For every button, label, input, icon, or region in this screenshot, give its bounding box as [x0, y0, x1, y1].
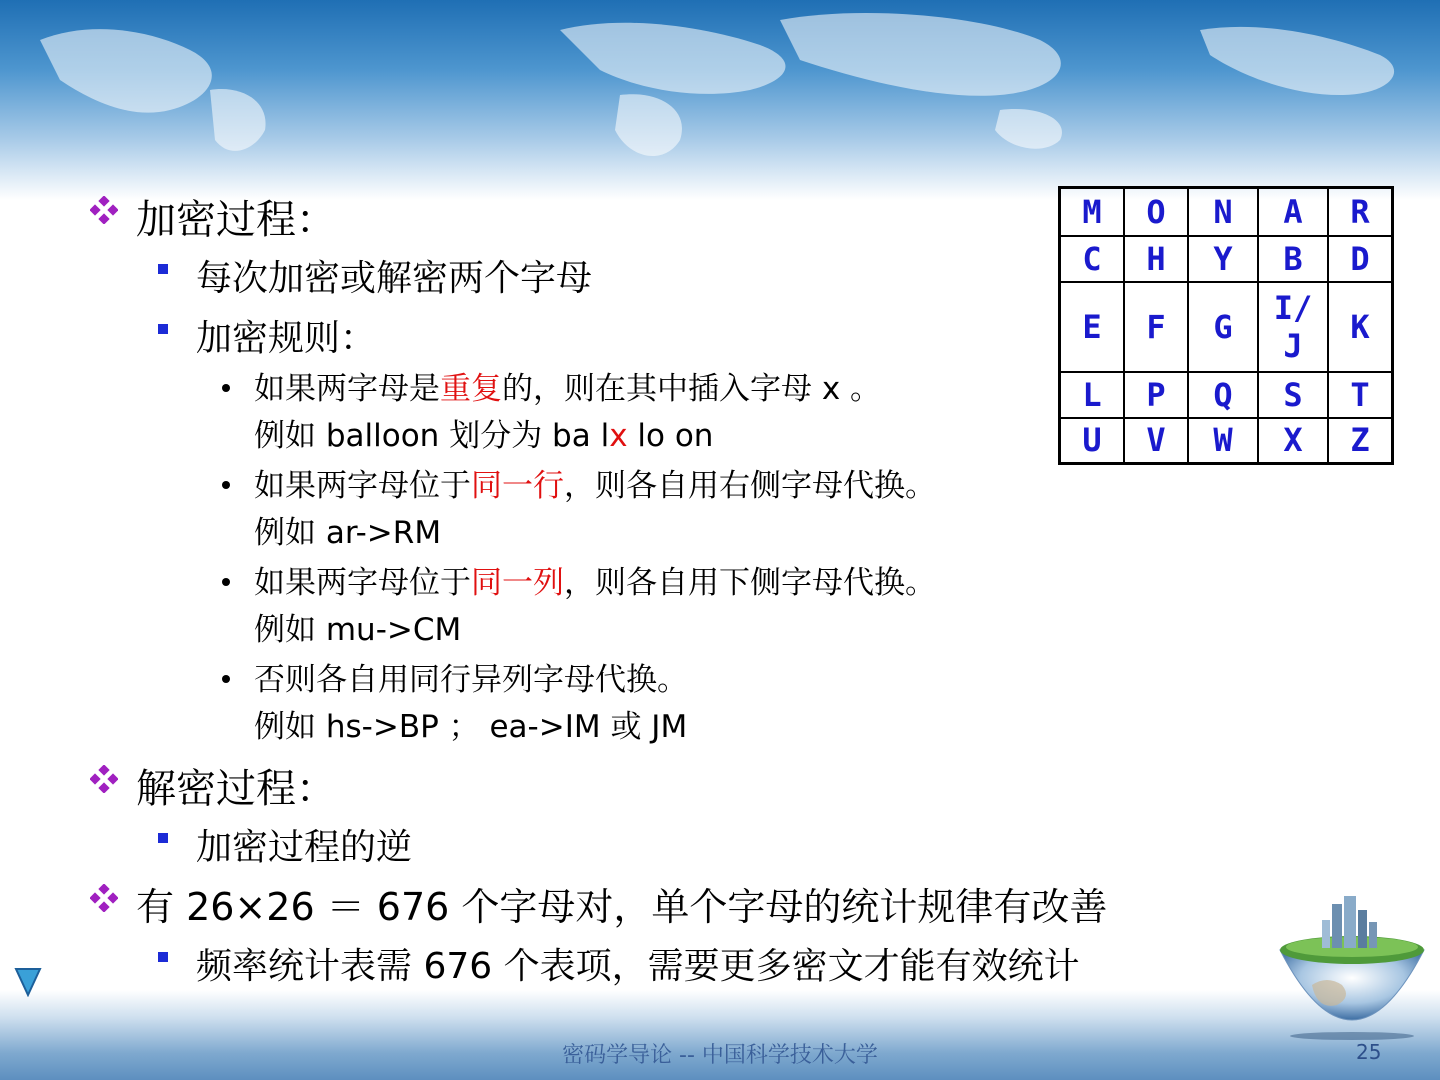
table-cell: D: [1328, 236, 1393, 282]
table-cell: K: [1328, 282, 1393, 372]
dot-bullet-icon: [222, 481, 230, 489]
diamond-bullet-icon: [90, 884, 118, 912]
table-cell: Y: [1188, 236, 1258, 282]
table-cell: B: [1258, 236, 1328, 282]
rule-example-highlight: x: [609, 418, 628, 454]
diamond-bullet-icon: [90, 765, 118, 793]
diamond-bullet-icon: [90, 196, 118, 224]
table-cell: F: [1124, 282, 1188, 372]
decrypt-heading: 解密过程：: [136, 766, 336, 812]
table-cell: U: [1060, 418, 1125, 464]
table-cell: T: [1328, 372, 1393, 418]
page-number: 25: [1356, 1040, 1382, 1064]
rule-text: 如果两字母位于: [254, 565, 471, 601]
encrypt-heading: 加密过程：: [136, 197, 336, 243]
rule-highlight: 同一列: [471, 565, 564, 601]
table-row: [1060, 188, 1393, 236]
table-cell: V: [1124, 418, 1188, 464]
square-bullet-icon: [158, 952, 168, 962]
rule-example: 例如 balloon 划分为 ba l: [254, 418, 610, 454]
rule-repeat: [254, 366, 881, 460]
table-cell: L: [1060, 372, 1125, 418]
table-row: [1060, 236, 1393, 282]
rule-text: 如果两字母位于: [254, 468, 471, 504]
table-cell: X: [1258, 418, 1328, 464]
table-row: [1060, 282, 1393, 372]
header-banner: [0, 0, 1440, 200]
encrypt-sub-rules: 加密规则：: [196, 318, 377, 359]
table-cell: W: [1188, 418, 1258, 464]
dot-bullet-icon: [222, 675, 230, 683]
square-bullet-icon: [158, 264, 168, 274]
table-cell: P: [1124, 372, 1188, 418]
square-bullet-icon: [158, 833, 168, 843]
rule-highlight: 重复: [440, 371, 502, 407]
table-cell: A: [1258, 188, 1328, 236]
rule-text: ，则各自用右侧字母代换。: [564, 468, 936, 504]
table-cell: O: [1124, 188, 1188, 236]
rule-otherwise: [254, 657, 688, 751]
table-cell: Q: [1188, 372, 1258, 418]
rule-example: 例如 mu->CM: [254, 612, 462, 648]
dot-bullet-icon: [222, 384, 230, 392]
table-cell: Z: [1328, 418, 1393, 464]
rule-example: lo on: [627, 418, 714, 454]
rule-text: 否则各自用同行异列字母代换。: [254, 662, 688, 698]
table-cell: R: [1328, 188, 1393, 236]
table-cell: C: [1060, 236, 1125, 282]
encrypt-sub-pairs: 每次加密或解密两个字母: [196, 258, 593, 299]
nav-down-triangle-icon[interactable]: [14, 967, 42, 997]
world-map-decoration: [0, 0, 1440, 190]
table-cell: E: [1060, 282, 1125, 372]
square-bullet-icon: [158, 324, 168, 334]
table-cell: N: [1188, 188, 1258, 236]
rule-text: 的，则在其中插入字母 x 。: [502, 371, 882, 407]
table-cell: G: [1188, 282, 1258, 372]
decrypt-sub-inverse: 加密过程的逆: [196, 827, 413, 868]
rule-same-row: [254, 463, 936, 557]
globe-city-icon: [1272, 890, 1432, 1040]
rule-text: 如果两字母是: [254, 371, 440, 407]
table-row: [1060, 372, 1393, 418]
rule-example: 例如 ar->RM: [254, 515, 442, 551]
playfair-key-table: [1058, 186, 1394, 465]
rule-text: ，则各自用下侧字母代换。: [564, 565, 936, 601]
table-row: [1060, 418, 1393, 464]
rule-same-column: [254, 560, 936, 654]
table-cell: M: [1060, 188, 1125, 236]
footer-course-title: 密码学导论 -- 中国科学技术大学: [562, 1043, 878, 1068]
dot-bullet-icon: [222, 578, 230, 586]
rule-example: 例如 hs->BP ； ea->IM 或 JM: [254, 709, 688, 745]
pairs-heading: 有 26×26 ＝ 676 个字母对，单个字母的统计规律有改善: [136, 885, 1108, 929]
table-cell: H: [1124, 236, 1188, 282]
rule-highlight: 同一行: [471, 468, 564, 504]
table-cell: I/J: [1258, 282, 1328, 372]
table-cell: S: [1258, 372, 1328, 418]
pairs-sub-frequency: 频率统计表需 676 个表项，需要更多密文才能有效统计: [196, 946, 1080, 987]
